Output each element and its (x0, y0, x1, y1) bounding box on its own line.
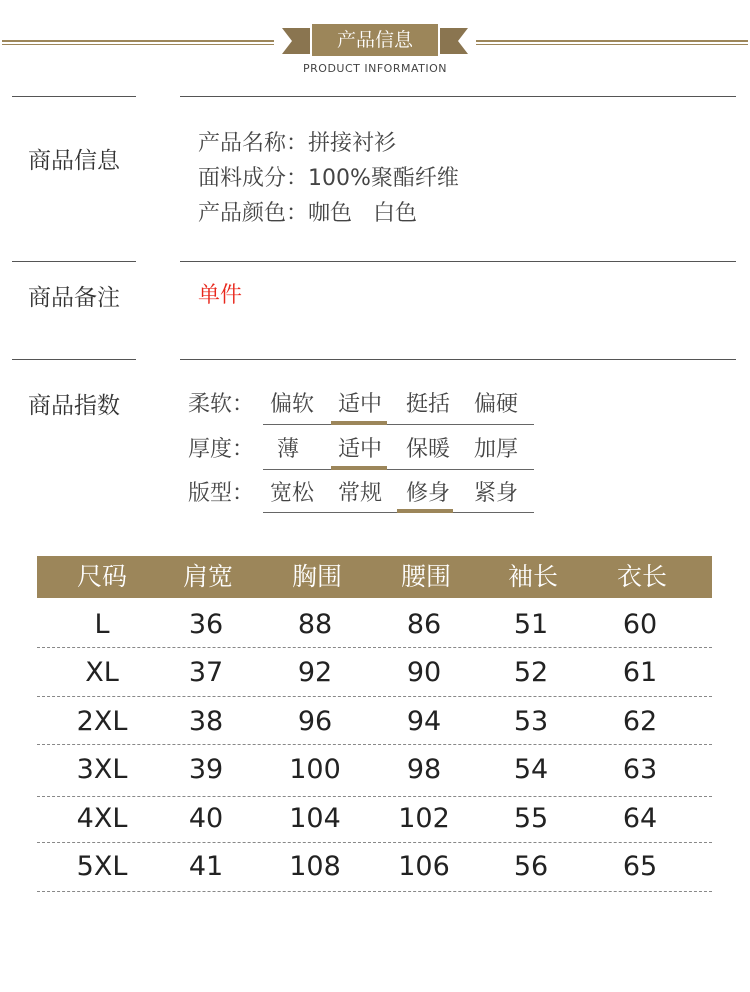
banner-title: 产品信息 (336, 29, 413, 51)
thickness-label: 厚度： (188, 437, 255, 462)
table-cell: 41 (188, 851, 224, 882)
divider (12, 261, 136, 262)
thickness-option: 加厚 (473, 437, 518, 462)
table-cell: 60 (622, 609, 658, 640)
fit-option: 宽松 (269, 481, 314, 506)
table-cell: 61 (622, 657, 658, 688)
table-cell: 62 (622, 706, 658, 737)
table-row-divider (37, 796, 712, 797)
header-size: 尺码 (76, 562, 127, 591)
banner-subtitle: PRODUCT INFORMATION (303, 62, 447, 75)
table-cell: 96 (297, 706, 333, 737)
header-sleeve: 袖长 (507, 562, 558, 591)
table-row-divider (37, 891, 712, 892)
softness-option: 偏硬 (473, 392, 518, 417)
softness-selected-marker (331, 421, 387, 425)
table-row-divider (37, 647, 712, 648)
table-cell: 56 (513, 851, 549, 882)
table-cell: 51 (513, 609, 549, 640)
table-row-divider (37, 744, 712, 745)
table-cell: 64 (622, 803, 658, 834)
product-name-line: 产品名称：拼接衬衫 (198, 131, 397, 156)
banner-line-left (2, 40, 274, 42)
header-waist: 腰围 (400, 562, 451, 591)
table-cell: 102 (398, 803, 450, 834)
fit-option: 修身 (405, 481, 450, 506)
table-row-divider (37, 696, 712, 697)
fit-option: 紧身 (473, 481, 518, 506)
table-cell: 40 (188, 803, 224, 834)
table-cell: 92 (297, 657, 333, 688)
divider (12, 96, 136, 97)
table-cell: 52 (513, 657, 549, 688)
table-cell: 65 (622, 851, 658, 882)
product-info-label: 商品信息 (28, 148, 120, 174)
thickness-option: 薄 (276, 437, 299, 462)
table-cell: 53 (513, 706, 549, 737)
table-cell: 38 (188, 706, 224, 737)
table-cell: 104 (289, 803, 341, 834)
table-cell: 90 (406, 657, 442, 688)
divider (180, 261, 736, 262)
banner-line-left-thin (2, 44, 274, 45)
table-cell: L (94, 609, 110, 640)
table-cell: XL (85, 657, 119, 688)
table-cell: 55 (513, 803, 549, 834)
indices-label: 商品指数 (28, 393, 120, 419)
table-cell: 86 (406, 609, 442, 640)
divider (12, 359, 136, 360)
header-length: 衣长 (616, 562, 667, 591)
table-cell: 88 (297, 609, 333, 640)
thickness-selected-marker (331, 466, 387, 470)
fit-selected-marker (397, 509, 453, 513)
softness-label: 柔软： (188, 392, 255, 417)
fit-option: 常规 (337, 481, 382, 506)
index-row-line (263, 424, 534, 425)
softness-option: 适中 (337, 392, 382, 417)
table-cell: 63 (622, 754, 658, 785)
table-cell: 94 (406, 706, 442, 737)
table-cell: 106 (398, 851, 450, 882)
softness-option: 偏软 (269, 392, 314, 417)
table-cell: 36 (188, 609, 224, 640)
remark-label: 商品备注 (28, 285, 120, 311)
table-cell: 108 (289, 851, 341, 882)
table-cell: 2XL (76, 706, 128, 737)
table-cell: 5XL (76, 851, 128, 882)
product-fabric-line: 面料成分：100%聚酯纤维 (198, 166, 459, 191)
table-cell: 54 (513, 754, 549, 785)
divider (180, 96, 736, 97)
table-cell: 4XL (76, 803, 128, 834)
banner-line-right-thin (476, 44, 748, 45)
product-color-line: 产品颜色：咖色 白色 (198, 201, 417, 226)
table-cell: 100 (289, 754, 341, 785)
index-row-line (263, 469, 534, 470)
divider (180, 359, 736, 360)
table-cell: 3XL (76, 754, 128, 785)
header-chest: 胸围 (291, 562, 342, 591)
banner-line-right (476, 40, 748, 42)
softness-option: 挺括 (405, 392, 450, 417)
table-cell: 37 (188, 657, 224, 688)
table-row-divider (37, 842, 712, 843)
table-cell: 98 (406, 754, 442, 785)
thickness-option: 保暖 (405, 437, 450, 462)
remark-value: 单件 (198, 283, 243, 308)
header-shoulder: 肩宽 (182, 562, 233, 591)
table-cell: 39 (188, 754, 224, 785)
thickness-option: 适中 (337, 437, 382, 462)
fit-label: 版型： (188, 481, 255, 506)
